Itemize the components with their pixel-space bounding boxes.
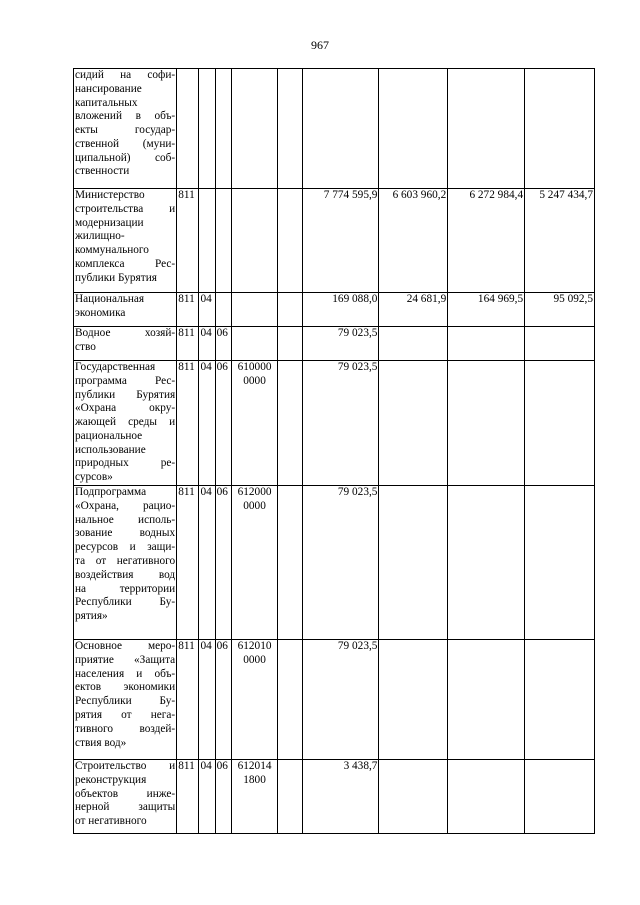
cell-amount-2: [379, 361, 448, 486]
item-name-line: Подпрограмма: [75, 486, 147, 499]
item-name-line: публики Бурятия: [75, 271, 157, 284]
item-name-line: коммунального: [75, 244, 149, 257]
target-article-part: 612010: [237, 640, 272, 653]
target-article-part: 610000: [237, 361, 272, 373]
cell-subsection: [215, 69, 231, 189]
cell-amount-4: [525, 327, 595, 361]
item-name-line: та от негативного: [75, 554, 176, 567]
cell-target-article: [231, 327, 278, 361]
cell-amount-1: 79 023,5: [302, 640, 379, 760]
item-name-line: комплекса Рес-: [75, 257, 176, 270]
cell-item-name: [74, 189, 177, 293]
item-name-line: жающей среды и: [75, 416, 176, 429]
item-name-line: на территории: [75, 582, 176, 595]
cell-section: 04: [199, 640, 215, 760]
cell-expense-type: [278, 69, 302, 189]
cell-item-name: [74, 486, 177, 640]
cell-target-article: [231, 760, 278, 834]
target-article-part: 612000: [237, 486, 272, 499]
item-name-line: объектов инже-: [75, 787, 176, 800]
cell-grbs: [177, 69, 199, 189]
cell-target-article: [231, 640, 278, 760]
target-article-part: 1800: [243, 773, 266, 786]
item-name-line: жилищно-: [75, 230, 125, 243]
cell-section: 04: [199, 293, 215, 327]
cell-amount-2: [379, 69, 448, 189]
item-name-line: населения и объ-: [75, 667, 176, 680]
cell-target-article: [231, 69, 278, 189]
cell-amount-1: 7 774 595,9: [302, 189, 379, 293]
cell-amount-3: [448, 760, 525, 834]
table-row: [74, 189, 595, 293]
cell-amount-2: 6 603 960,2: [379, 189, 448, 293]
cell-amount-3: [448, 327, 525, 361]
cell-item-name: [74, 640, 177, 760]
cell-amount-4: 95 092,5: [525, 293, 595, 327]
cell-grbs: 811: [177, 189, 199, 293]
table-body: [74, 69, 595, 834]
item-name-line: публики Бурятия: [75, 388, 176, 401]
item-name-line: капитальных: [75, 96, 138, 109]
item-name-line: ектов экономики: [75, 681, 176, 694]
item-name-line: рятия от нега-: [75, 708, 176, 721]
cell-grbs: 811: [177, 293, 199, 327]
cell-subsection: 06: [215, 361, 231, 486]
cell-section: 04: [199, 760, 215, 834]
item-name-line: Республики Бу-: [75, 695, 176, 708]
cell-grbs: 811: [177, 486, 199, 640]
cell-amount-3: [448, 640, 525, 760]
cell-subsection: 06: [215, 760, 231, 834]
item-name-line: сидий на софи-: [75, 69, 176, 81]
target-article-part: 0000: [243, 499, 266, 512]
cell-amount-4: [525, 486, 595, 640]
table-row: [74, 293, 595, 327]
item-name-line: ственной (муни-: [75, 137, 176, 150]
item-name-line: экономика: [75, 306, 126, 319]
budget-table: [73, 68, 595, 834]
item-name-line: «Охрана, рацио-: [75, 499, 176, 512]
item-name-line: Министерство: [75, 189, 145, 201]
cell-grbs: 811: [177, 640, 199, 760]
item-name-line: модернизации: [75, 216, 144, 229]
cell-grbs: 811: [177, 327, 199, 361]
item-name-line: Основное меро-: [75, 640, 176, 653]
target-article-part: 612014: [237, 760, 272, 773]
cell-target-article: [231, 189, 278, 293]
cell-item-name: [74, 69, 177, 189]
cell-grbs: 811: [177, 361, 199, 486]
cell-section: [199, 189, 215, 293]
item-name-line: от негативного: [75, 815, 147, 828]
page-number: 967: [311, 38, 329, 52]
item-name-line: екты государ-: [75, 124, 176, 137]
item-name-line: тивного воздей-: [75, 722, 176, 735]
cell-subsection: [215, 293, 231, 327]
cell-expense-type: [278, 361, 302, 486]
cell-section: 04: [199, 361, 215, 486]
item-name-line: строительства и: [75, 202, 176, 215]
cell-amount-1: 3 438,7: [302, 760, 379, 834]
target-article-part: 0000: [243, 653, 266, 666]
table-row: [74, 760, 595, 834]
cell-amount-3: [448, 486, 525, 640]
cell-target-article: [231, 361, 278, 486]
target-article-part: 0000: [243, 374, 266, 387]
cell-amount-2: [379, 486, 448, 640]
cell-grbs: 811: [177, 760, 199, 834]
cell-amount-1: 169 088,0: [302, 293, 379, 327]
cell-item-name: [74, 760, 177, 834]
cell-amount-2: [379, 640, 448, 760]
item-name-line: Водное хозяй-: [75, 327, 176, 339]
item-name-line: Национальная: [75, 293, 145, 305]
cell-amount-3: [448, 69, 525, 189]
cell-amount-1: [302, 69, 379, 189]
cell-amount-2: 24 681,9: [379, 293, 448, 327]
cell-expense-type: [278, 293, 302, 327]
cell-section: 04: [199, 486, 215, 640]
table-row: [74, 69, 595, 189]
cell-section: [199, 69, 215, 189]
cell-amount-4: [525, 760, 595, 834]
cell-subsection: 06: [215, 486, 231, 640]
table-row: [74, 327, 595, 361]
item-name-line: нальное исполь-: [75, 513, 176, 526]
cell-expense-type: [278, 486, 302, 640]
cell-item-name: [74, 293, 177, 327]
cell-amount-2: [379, 327, 448, 361]
item-name-line: использование: [75, 443, 146, 456]
item-name-line: Государственная: [75, 361, 156, 373]
item-name-line: природных ре-: [75, 457, 176, 470]
cell-amount-3: 164 969,5: [448, 293, 525, 327]
cell-subsection: [215, 189, 231, 293]
cell-section: 04: [199, 327, 215, 361]
cell-amount-3: 6 272 984,4: [448, 189, 525, 293]
table-row: [74, 486, 595, 640]
cell-expense-type: [278, 640, 302, 760]
cell-target-article: [231, 486, 278, 640]
item-name-line: ствия вод»: [75, 736, 127, 749]
cell-item-name: [74, 327, 177, 361]
item-name-line: «Охрана окру-: [75, 402, 176, 415]
item-name-line: воздействия вод: [75, 568, 176, 581]
table-row: [74, 361, 595, 486]
item-name-line: рациональное: [75, 429, 143, 442]
cell-subsection: 06: [215, 327, 231, 361]
item-name-line: рятия»: [75, 610, 108, 623]
cell-expense-type: [278, 760, 302, 834]
cell-amount-1: 79 023,5: [302, 361, 379, 486]
cell-amount-4: [525, 640, 595, 760]
item-name-line: Строительство и: [75, 760, 176, 773]
cell-expense-type: [278, 189, 302, 293]
cell-amount-2: [379, 760, 448, 834]
item-name-line: приятие «Защита: [75, 653, 176, 666]
item-name-line: реконструкция: [75, 773, 147, 786]
table-row: [74, 640, 595, 760]
item-name-line: нансирование: [75, 82, 142, 95]
cell-amount-1: 79 023,5: [302, 486, 379, 640]
cell-item-name: [74, 361, 177, 486]
cell-amount-4: [525, 69, 595, 189]
item-name-line: зование водных: [75, 527, 176, 540]
cell-expense-type: [278, 327, 302, 361]
item-name-line: вложений в объ-: [75, 110, 176, 123]
cell-subsection: 06: [215, 640, 231, 760]
item-name-line: программа Рес-: [75, 374, 176, 387]
item-name-line: ственности: [75, 165, 130, 178]
item-name-line: ресурсов и защи-: [75, 541, 176, 554]
item-name-line: ство: [75, 340, 96, 353]
item-name-line: Республики Бу-: [75, 596, 176, 609]
cell-amount-1: 79 023,5: [302, 327, 379, 361]
item-name-line: ципальной) соб-: [75, 151, 176, 164]
cell-target-article: [231, 293, 278, 327]
item-name-line: нерной защиты: [75, 801, 176, 814]
cell-amount-4: 5 247 434,7: [525, 189, 595, 293]
item-name-line: сурсов»: [75, 471, 113, 484]
cell-amount-4: [525, 361, 595, 486]
cell-amount-3: [448, 361, 525, 486]
